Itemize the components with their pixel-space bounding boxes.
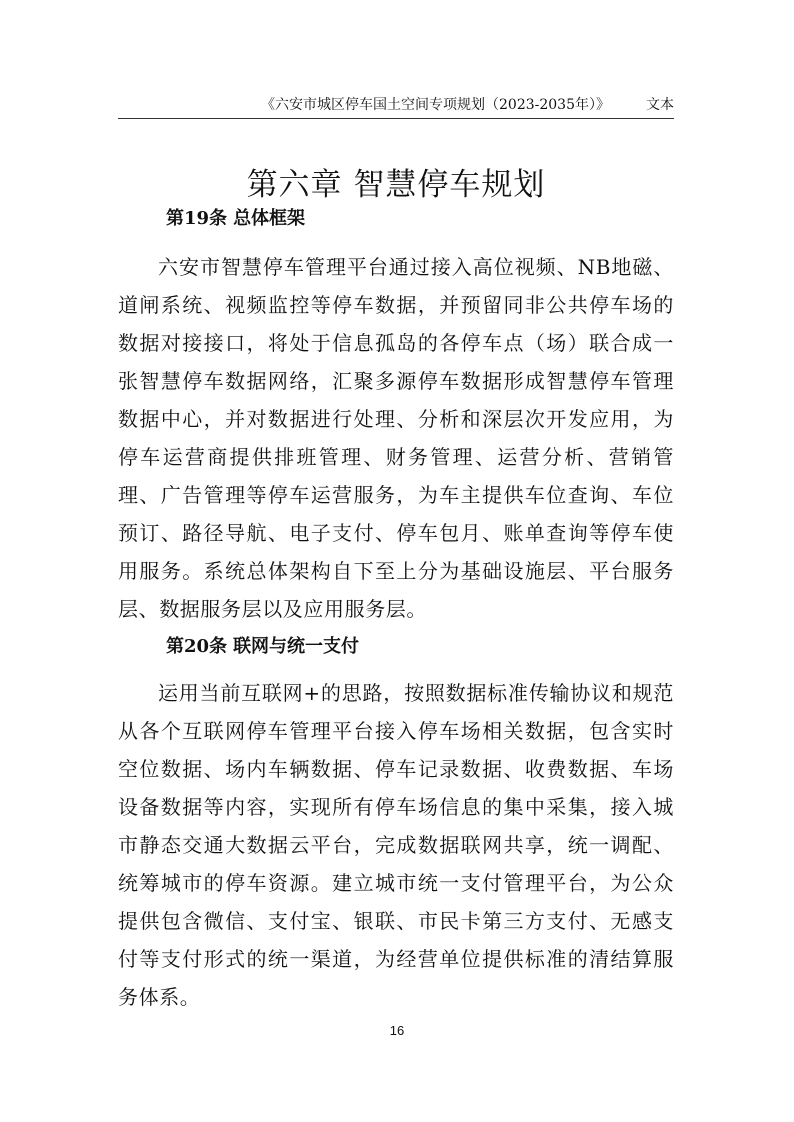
- section-paragraph: 六安市智慧停车管理平台通过接入高位视频、NB地磁、道闸系统、视频监控等停车数据，并预留同非公共停车场的数据对接接口，将处于信息孤岛的各停车点（场）联合成一张智慧停车数据网络，汇聚多源停车数据形成智慧停车管理数据中心，并对数据进行处理、分析和深层次开发应用，为停车运营商提供排班管理、财务管理、运营分析、营销管理、广告管理等停车运营服务，为车主提供车位查询、车位预订、路径导航、电子支付、停车包月、账单查询等停车使用服务。系统总体架构自下至上分为基础设施层、平台服务层、数据服务层以及应用服务层。: [118, 255, 674, 621]
- running-header: [118, 94, 674, 116]
- section-article-19: [118, 204, 674, 628]
- article-title: 联网与统一支付: [233, 636, 360, 657]
- article-title: 总体框架: [233, 208, 306, 229]
- header-divider: [118, 118, 674, 119]
- page-number: 16: [389, 1023, 405, 1038]
- document-title: 《六安市城区停车国土空间专项规划（2023-2035年）》: [261, 97, 610, 113]
- article-number: 第20条: [166, 636, 228, 657]
- section-heading: [166, 204, 674, 234]
- section-article-20: [118, 632, 674, 1016]
- section-heading: [166, 632, 674, 662]
- section-paragraph: 运用当前互联网+的思路，按照数据标准传输协议和规范从各个互联网停车管理平台接入停车场相关数据，包含实时空位数据、场内车辆数据、停车记录数据、收费数据、车场设备数据等内容，实现所有停车场信息的集中采集，接入城市静态交通大数据云平台，完成数据联网共享，统一调配、统筹城市的停车资源。建立城市统一支付管理平台，为公众提供包含微信、支付宝、银联、市民卡第三方支付、无感支付等支付形式的统一渠道，为经营单位提供标准的清结算服务体系。: [118, 681, 674, 1009]
- document-type-label: 文本: [646, 97, 674, 113]
- article-number: 第19条: [166, 208, 228, 229]
- chapter-title: 第六章 智慧停车规划: [246, 166, 546, 203]
